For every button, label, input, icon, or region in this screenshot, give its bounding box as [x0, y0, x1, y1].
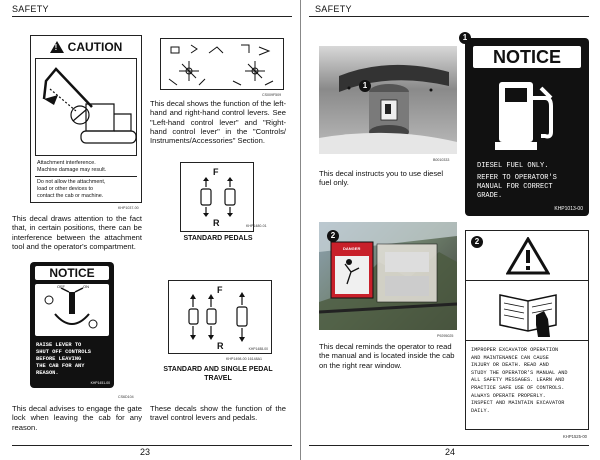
- warning-triangle-icon: [50, 41, 64, 53]
- warning-code: KHP1525-00: [563, 434, 587, 439]
- photo2-callout: 2: [327, 230, 339, 242]
- footer-rule: [12, 445, 292, 446]
- photo1-code: B0010333: [433, 158, 450, 162]
- single-pedal-caption: These decals show the function of the travel control levers and pedals.: [150, 404, 286, 423]
- lever-label-off: OFF: [57, 284, 65, 289]
- caution-line-4: load or other devices to: [37, 186, 94, 192]
- standard-pedals-code: KHP1480-01: [246, 224, 267, 228]
- notice-line-2: SHUT OFF CONTROLS: [36, 349, 91, 355]
- single-pedal-code: KHP1498-00 16148A1: [226, 357, 262, 361]
- gate-lock-illustration: [35, 284, 109, 336]
- notice-line-3: BEFORE LEAVING: [36, 356, 82, 362]
- single-pedal-decal: [168, 280, 272, 354]
- single-pedal-title-line-2: TRAVEL: [204, 374, 232, 382]
- caution-code: KHP1037-00: [118, 206, 139, 210]
- lever-pattern-icons: [161, 39, 285, 91]
- right-page: [300, 0, 600, 460]
- diesel-notice-text: [477, 162, 557, 201]
- photo1-callout: 1: [359, 80, 371, 92]
- read-manual-icon: [496, 285, 560, 337]
- caution-title: CAUTION: [67, 40, 123, 54]
- excavator-interference-illustration: [35, 58, 137, 156]
- diesel-notice-callout: 1: [459, 32, 471, 44]
- warning-callout: 2: [471, 236, 483, 248]
- lever-lock-icon: [35, 284, 109, 336]
- notice-line-5: REASON.: [36, 370, 59, 376]
- caution-line-5: contact the cab or machine.: [37, 193, 104, 199]
- right-header: SAFETY: [315, 4, 352, 14]
- right-page-number: 24: [445, 447, 456, 457]
- pedal-arrows-icon: [195, 177, 241, 217]
- warning-line-5: ALL SAFETY MESSAGES. LEARN AND: [471, 377, 565, 384]
- read-manual-warning-decal: [465, 230, 589, 430]
- diesel-notice-line-3: MANUAL FOR CORRECT: [477, 183, 553, 191]
- single-pedal-inner-code: KHP1488-00: [248, 347, 268, 351]
- single-pedal-reverse-label: R: [217, 341, 224, 351]
- fuel-pump-icon: [495, 76, 559, 152]
- fuel-cap-photo: [319, 46, 457, 154]
- warning-triangle-icon: [506, 237, 550, 275]
- control-levers-decal: [160, 38, 284, 90]
- gate-lock-photo-code: CS6D104: [118, 395, 134, 399]
- warning-line-9: DAILY.: [471, 407, 490, 414]
- single-pedal-title-line-1: STANDARD AND SINGLE PEDAL: [163, 366, 273, 373]
- caution-divider: [35, 176, 137, 177]
- gate-lock-notice-code: KHP1451-00: [90, 381, 110, 385]
- warning-triangle-panel: [466, 231, 588, 281]
- cab-window-photo-image: [319, 222, 457, 330]
- warning-line-3: INJURY OR DEATH. READ AND: [471, 362, 549, 369]
- left-page-number: 23: [140, 447, 151, 457]
- pedals-forward-label: F: [213, 167, 219, 177]
- photo2-code: P9295025: [437, 334, 454, 338]
- photo2-caption: This decal reminds the operator to read the manual and is located inside the cab on the right rear window.: [319, 342, 455, 370]
- cab-window-photo: [319, 222, 457, 330]
- diesel-notice-code: KHP1013-00: [554, 206, 583, 212]
- gate-lock-notice-text: [36, 342, 91, 377]
- caution-caption: This decal draws attention to the fact that, in certain positions, there can be interference between the attachment tool and the operator's compartment.: [12, 214, 142, 251]
- caution-line-3: Do not allow the attachment,: [37, 179, 106, 185]
- control-levers-code: CS009F509: [262, 93, 282, 97]
- header-rule: [309, 16, 589, 17]
- single-pedal-arrows-icon: [183, 291, 259, 343]
- diesel-notice-decal: [465, 38, 589, 216]
- gate-lock-notice-title: NOTICE: [35, 266, 109, 280]
- photo1-caption: This decal instructs you to use diesel fuel only.: [319, 169, 444, 188]
- footer-rule: [309, 445, 589, 446]
- standard-pedals-decal: [180, 162, 254, 232]
- caution-title-bar: [33, 38, 139, 56]
- gate-lock-caption: This decal advises to engage the gate lock when leaving the cab for any reason.: [12, 404, 142, 432]
- caution-line-1: Attachment interference.: [37, 160, 96, 166]
- gate-lock-notice-decal: [30, 262, 114, 388]
- single-pedal-forward-label: F: [217, 285, 223, 295]
- caution-decal: [30, 35, 142, 203]
- standard-pedals-title: STANDARD PEDALS: [183, 235, 253, 242]
- warning-line-8: INSPECT AND MAINTAIN EXCAVATOR: [471, 400, 565, 407]
- left-header: SAFETY: [12, 4, 49, 14]
- control-levers-caption: This decal shows the function of the left-hand and right-hand control levers. See "Left-hand control lever" and "Right-hand control lever" in the "Controls/ Instruments/Accessories" Section.: [150, 99, 286, 146]
- single-pedal-title: [150, 366, 286, 383]
- read-manual-text: [471, 347, 568, 415]
- warning-line-7: ALWAYS OPERATE PROPERLY.: [471, 392, 546, 399]
- excavator-icon: [36, 59, 138, 157]
- cab-decal-danger-label: DANGER: [343, 246, 361, 251]
- caution-line-2: Machine damage may result.: [37, 167, 107, 173]
- warning-line-2: AND MAINTENANCE CAN CAUSE: [471, 354, 549, 361]
- header-rule: [12, 16, 292, 17]
- diesel-notice-line-4: GRADE.: [477, 192, 503, 200]
- warning-line-1: IMPROPER EXCAVATOR OPERATION: [471, 347, 559, 353]
- notice-line-1: RAISE LEVER TO: [36, 342, 82, 348]
- read-manual-panel: [466, 281, 588, 341]
- diesel-notice-title: NOTICE: [473, 46, 581, 68]
- diesel-notice-line-1: DIESEL FUEL ONLY.: [477, 162, 549, 170]
- diesel-notice-line-2: REFER TO OPERATOR'S: [477, 174, 557, 182]
- warning-line-4: STUDY THE OPERATOR'S MANUAL AND: [471, 369, 568, 376]
- warning-line-6: PRACTICE SAFE USE OF CONTROLS.: [471, 384, 565, 391]
- notice-line-4: THE CAB FOR ANY: [36, 363, 85, 369]
- fuel-cap-photo-image: [319, 46, 457, 154]
- lever-label-on: ON: [83, 284, 89, 289]
- pedals-reverse-label: R: [213, 218, 220, 228]
